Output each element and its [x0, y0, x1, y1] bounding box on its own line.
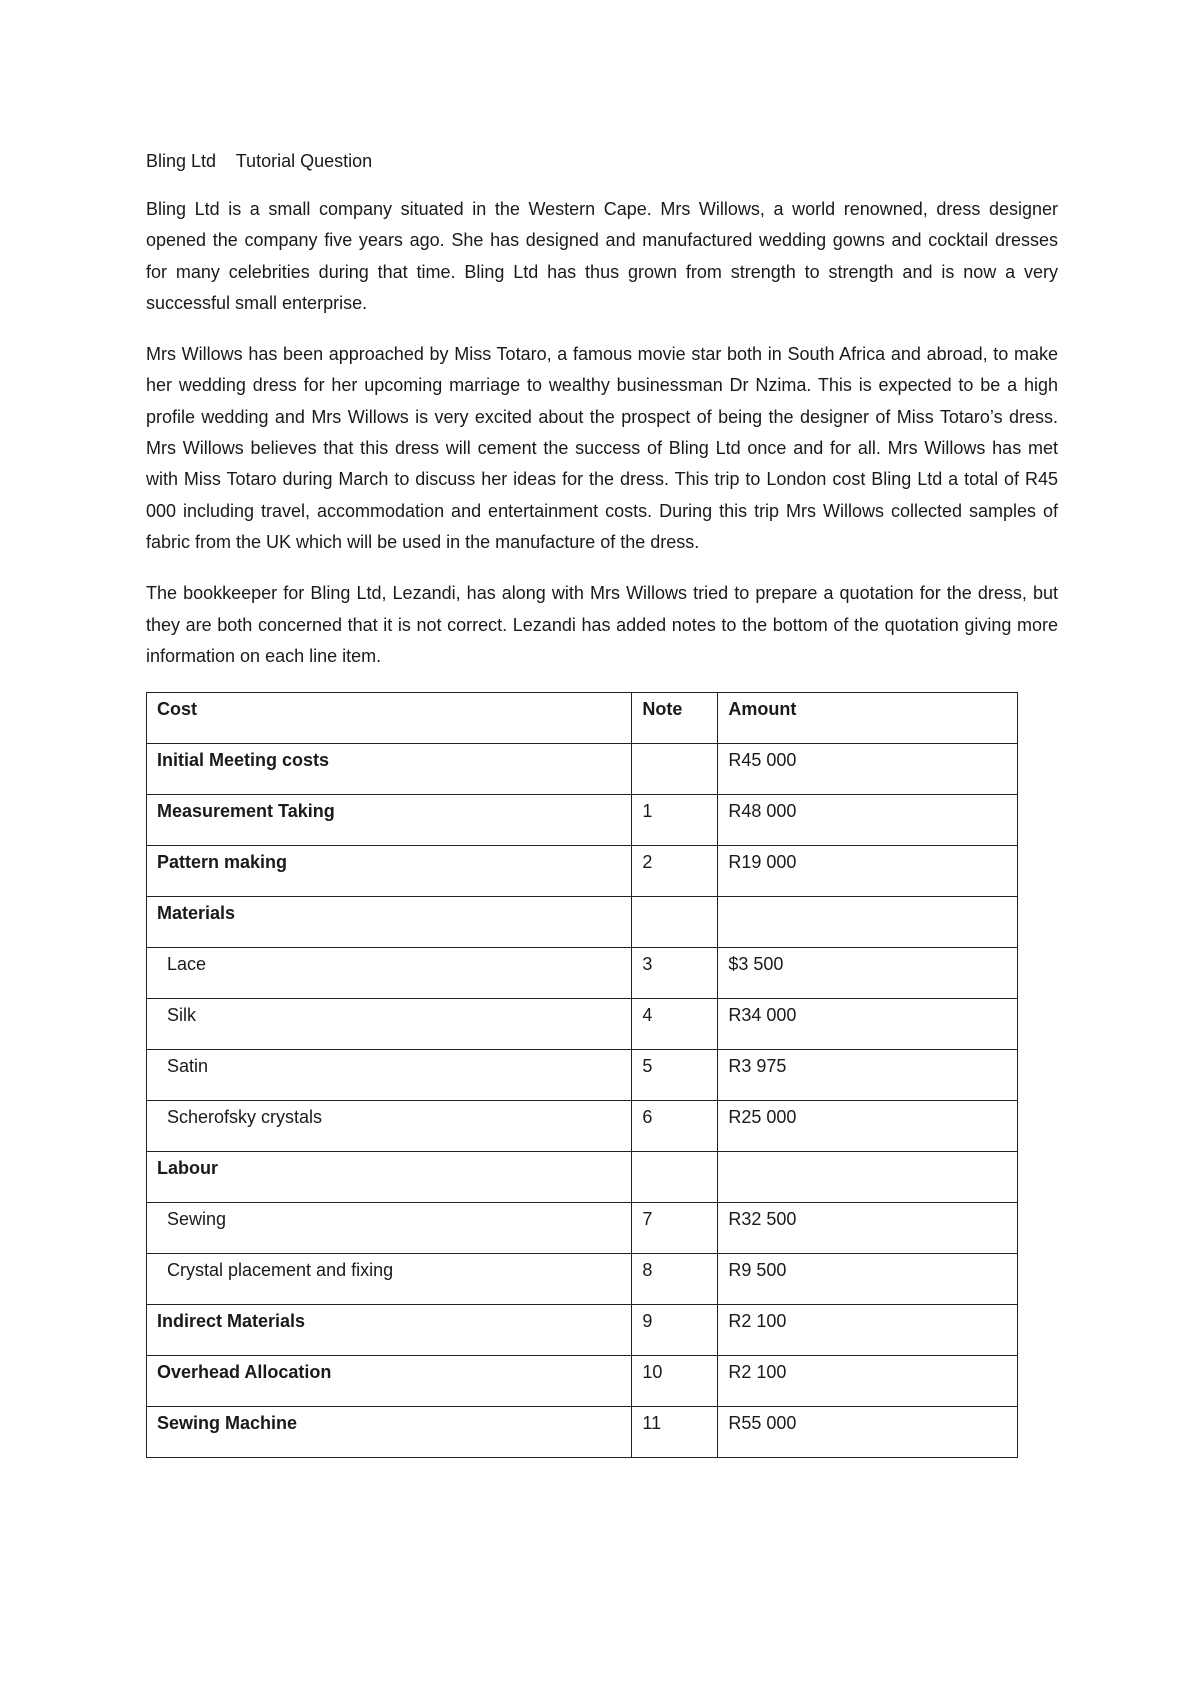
table-row	[147, 1407, 1018, 1458]
amount-cell: R55 000	[718, 1407, 1018, 1458]
note-cell: 4	[632, 999, 718, 1050]
amount-cell	[718, 897, 1018, 948]
category-cell: Labour	[147, 1152, 632, 1203]
header-amount: Amount	[718, 693, 1018, 744]
note-cell: 9	[632, 1305, 718, 1356]
amount-cell	[718, 1152, 1018, 1203]
amount-cell: R19 000	[718, 846, 1018, 897]
header-note: Note	[632, 693, 718, 744]
category-cell: Materials	[147, 897, 632, 948]
cost-cell: Overhead Allocation	[147, 1356, 632, 1407]
table-row	[147, 1050, 1018, 1101]
amount-cell: R2 100	[718, 1305, 1018, 1356]
cost-cell: Crystal placement and fixing	[147, 1254, 632, 1305]
cost-cell: Satin	[147, 1050, 632, 1101]
amount-cell: R34 000	[718, 999, 1018, 1050]
note-cell: 5	[632, 1050, 718, 1101]
amount-cell: R45 000	[718, 744, 1018, 795]
cost-cell: Indirect Materials	[147, 1305, 632, 1356]
note-cell: 3	[632, 948, 718, 999]
table-row	[147, 948, 1018, 999]
paragraph-background: Mrs Willows has been approached by Miss Totaro, a famous movie star both in South Africa and abroad, to make her wedding dress for her upcoming marriage to wealthy businessman Dr Nzima. This is expected to be a high profile wedding and Mrs Willows is very excited about the prospect of being the designer of Miss Totaro’s dress. Mrs Willows believes that this dress will cement the success of Bling Ltd once and for all. Mrs Willows has met with Miss Totaro during March to discuss her ideas for the dress. This trip to London cost Bling Ltd a total of R45 000 including travel, accommodation and entertainment costs. During this trip Mrs Willows collected samples of fabric from the UK which will be used in the manufacture of the dress.	[146, 344, 1058, 552]
quotation-table	[146, 692, 1018, 1458]
cost-cell: Sewing Machine	[147, 1407, 632, 1458]
amount-cell: $3 500	[718, 948, 1018, 999]
amount-cell: R48 000	[718, 795, 1018, 846]
table-row	[147, 744, 1018, 795]
note-cell	[632, 1152, 718, 1203]
cost-cell: Silk	[147, 999, 632, 1050]
cost-cell: Sewing	[147, 1203, 632, 1254]
amount-cell: R2 100	[718, 1356, 1018, 1407]
cost-cell: Scherofsky crystals	[147, 1101, 632, 1152]
table-row	[147, 1356, 1018, 1407]
amount-cell: R32 500	[718, 1203, 1018, 1254]
cost-cell: Lace	[147, 948, 632, 999]
note-cell: 2	[632, 846, 718, 897]
cost-cell: Initial Meeting costs	[147, 744, 632, 795]
table-row	[147, 1254, 1018, 1305]
note-cell	[632, 744, 718, 795]
table-row	[147, 1305, 1018, 1356]
paragraph-intro: Bling Ltd is a small company situated in the Western Cape. Mrs Willows, a world renowned, dress designer opened the company five years ago. She has designed and manufactured wedding gowns and cocktail dresses for many celebrities during that time. Bling Ltd has thus grown from strength to strength and is now a very successful small enterprise.	[146, 199, 1058, 313]
document-content	[146, 146, 1058, 1458]
table-row	[147, 999, 1018, 1050]
cost-cell: Measurement Taking	[147, 795, 632, 846]
amount-cell: R9 500	[718, 1254, 1018, 1305]
amount-cell: R3 975	[718, 1050, 1018, 1101]
table-row	[147, 846, 1018, 897]
amount-cell: R25 000	[718, 1101, 1018, 1152]
note-cell: 7	[632, 1203, 718, 1254]
note-cell	[632, 897, 718, 948]
table-row	[147, 1152, 1018, 1203]
note-cell: 10	[632, 1356, 718, 1407]
note-cell: 1	[632, 795, 718, 846]
table-row	[147, 1101, 1018, 1152]
table-header-row	[147, 693, 1018, 744]
paragraph-quotation: The bookkeeper for Bling Ltd, Lezandi, has along with Mrs Willows tried to prepare a quotation for the dress, but they are both concerned that it is not correct. Lezandi has added notes to the bottom of the quotation giving more information on each line item.	[146, 583, 1058, 666]
table-row	[147, 1203, 1018, 1254]
table-row	[147, 897, 1018, 948]
table-row	[147, 795, 1018, 846]
header-cost: Cost	[147, 693, 632, 744]
note-cell: 8	[632, 1254, 718, 1305]
document-title: Bling Ltd Tutorial Question	[146, 151, 373, 171]
note-cell: 6	[632, 1101, 718, 1152]
note-cell: 11	[632, 1407, 718, 1458]
cost-cell: Pattern making	[147, 846, 632, 897]
